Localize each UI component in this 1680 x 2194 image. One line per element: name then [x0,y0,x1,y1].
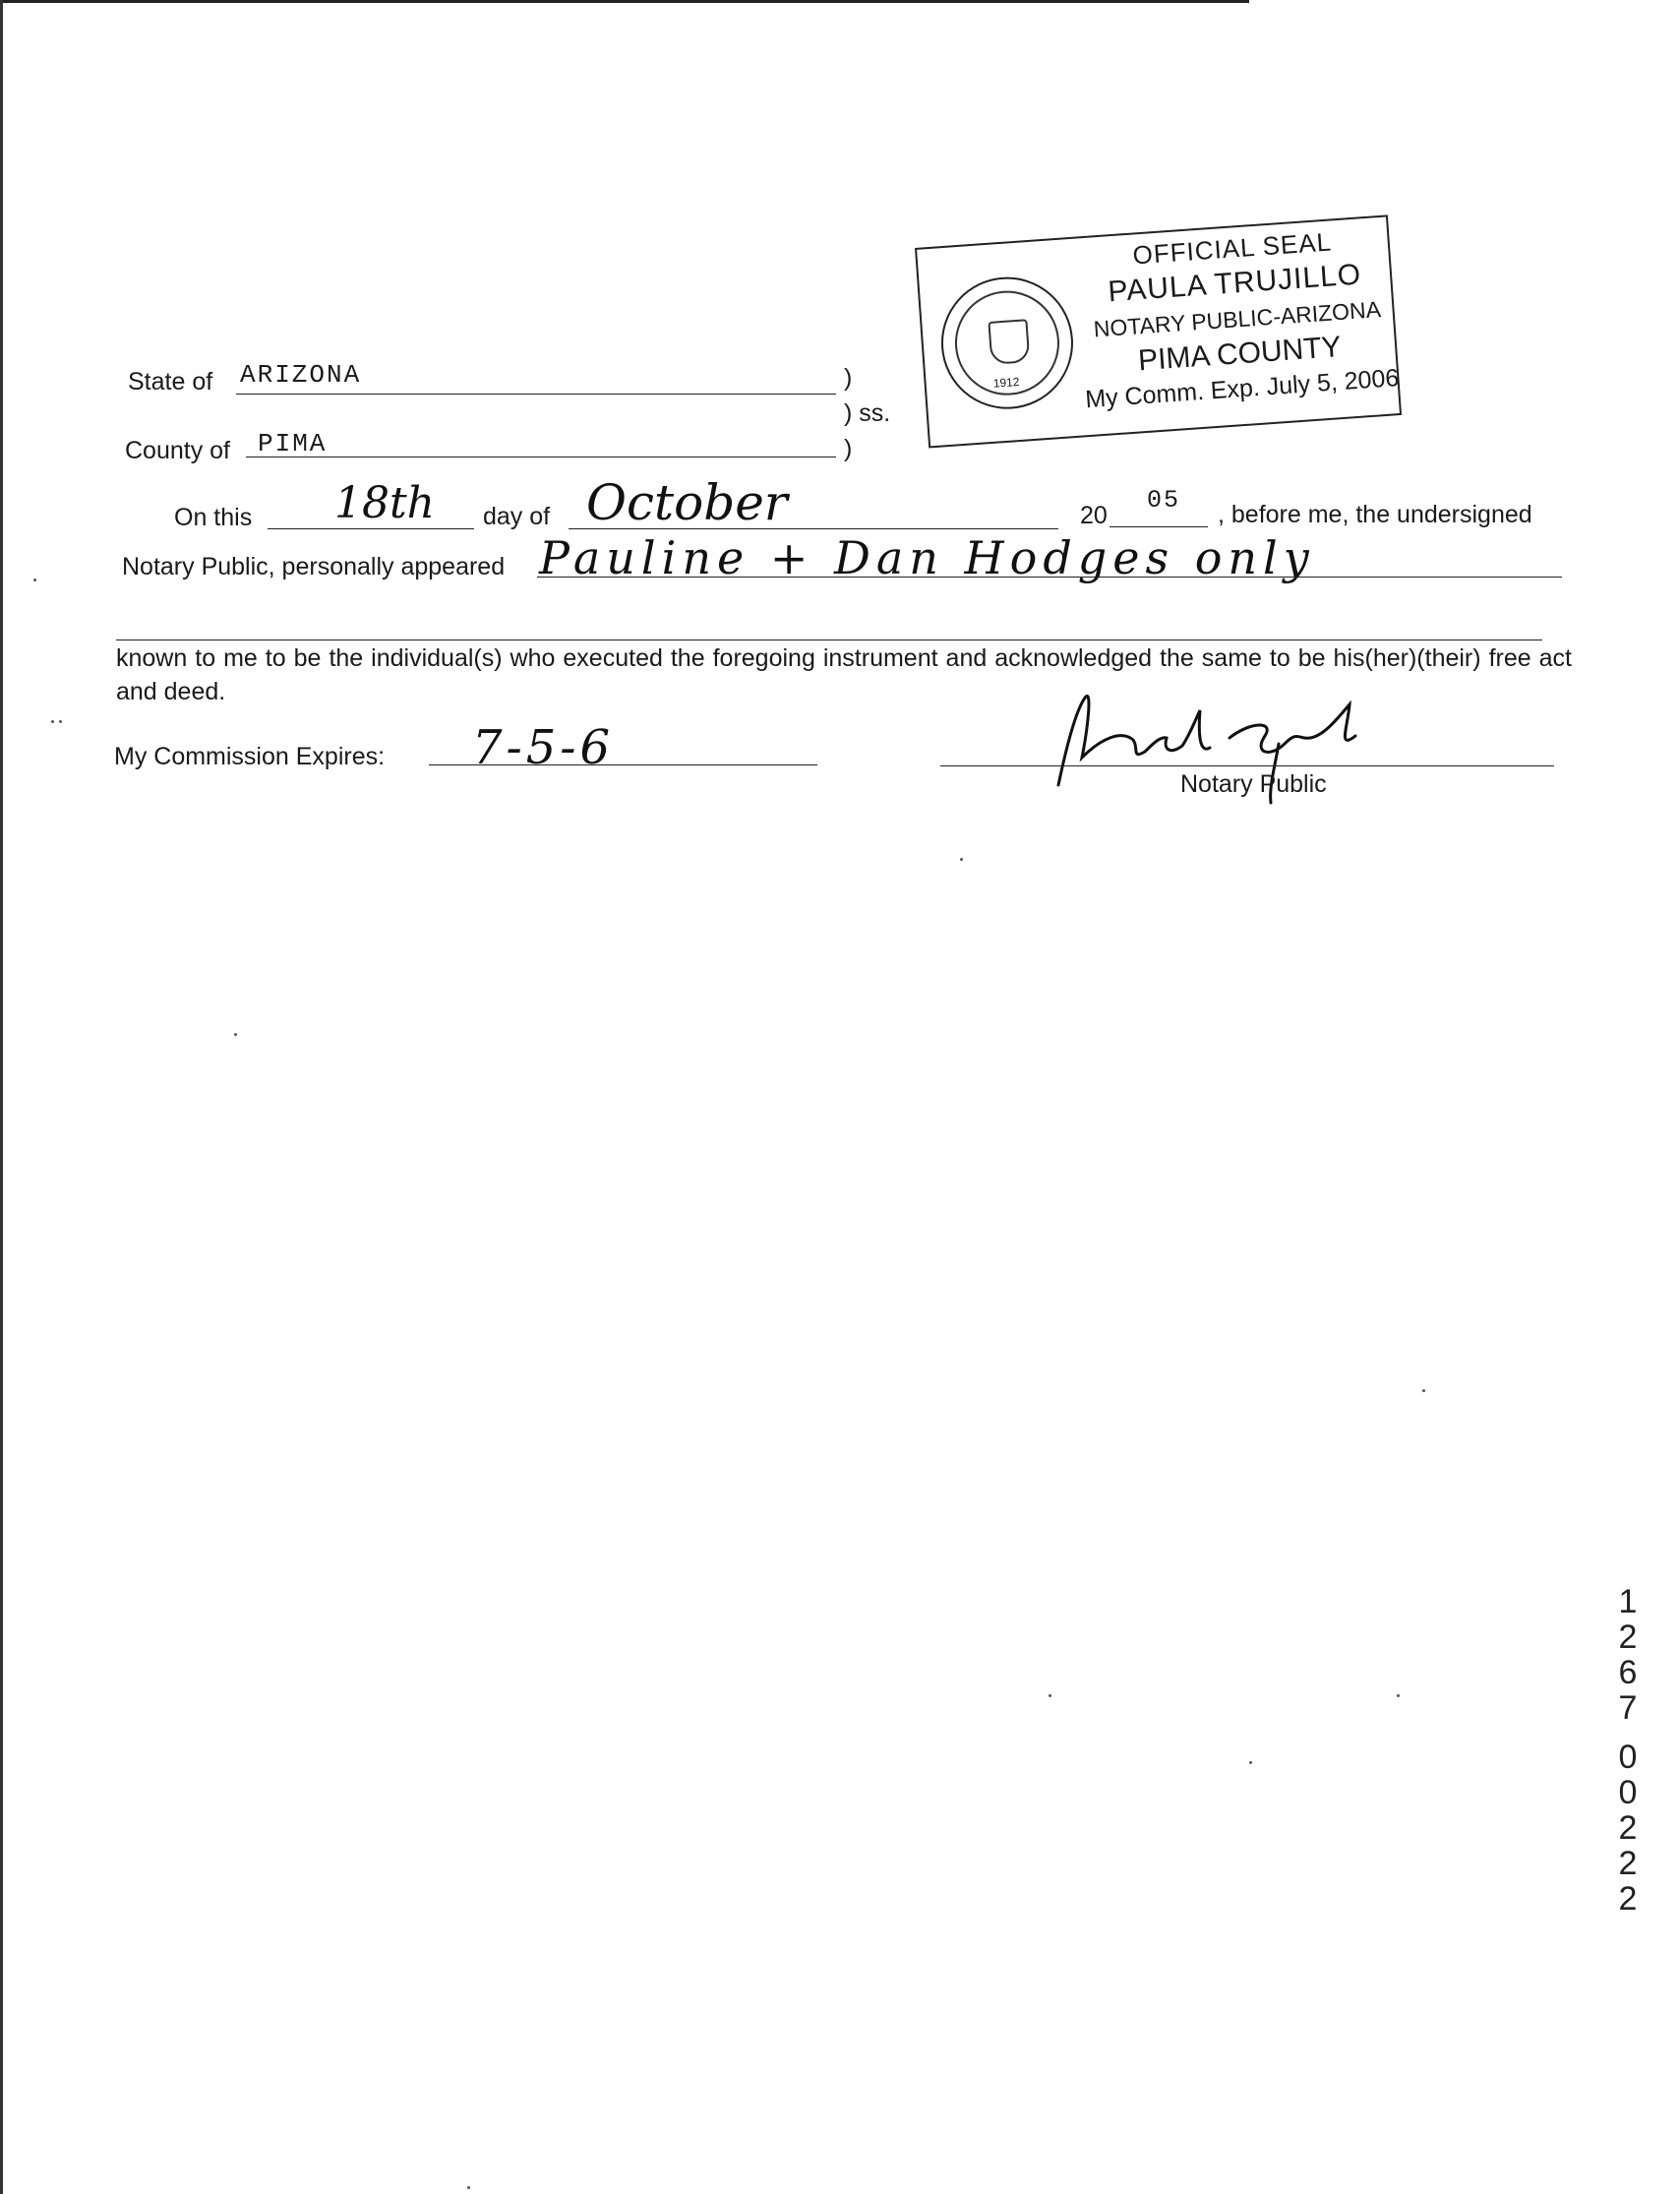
scan-speck [1422,1389,1425,1392]
scan-speck [1397,1694,1400,1697]
scan-speck [51,720,54,723]
ss-mark: ) ss. [844,399,891,427]
signature-underline [940,765,1554,766]
year-underline [1110,526,1208,527]
county-bracket: ) [844,435,853,462]
day-of-label: day of [483,503,551,530]
state-seal-icon [936,273,1077,413]
scan-speck [234,1033,237,1036]
scan-top-edge [0,0,1249,3]
scan-speck [467,2186,470,2189]
appeared-value: Pauline + Dan Hodges only [539,531,1315,584]
doc-digit: 2 [1618,1809,1638,1847]
seal-line-notary: NOTARY PUBLIC-ARIZONA [1092,296,1382,342]
scan-speck [59,720,62,723]
commission-value: 7-5-6 [472,720,615,775]
commission-label: My Commission Expires: [114,743,386,770]
commission-underline [429,764,817,765]
before-me-text: , before me, the undersigned [1218,501,1532,528]
seal-line-expiry: My Comm. Exp. July 5, 2006 [1084,364,1401,414]
doc-digit: 2 [1618,1618,1638,1656]
doc-digit: 0 [1618,1738,1638,1776]
scan-speck [1049,1694,1051,1697]
county-label: County of [125,437,231,464]
year-prefix: 20 [1080,502,1108,529]
on-this-label: On this [174,504,253,531]
document-number-stamp [1613,1584,1643,1917]
day-underline [268,528,474,529]
state-underline [236,394,836,395]
seal-line-county: PIMA COUNTY [1137,331,1343,378]
doc-digit: 7 [1618,1689,1638,1727]
doc-digit: 2 [1618,1845,1638,1882]
seal-line-name: PAULA TRUJILLO [1107,258,1363,309]
doc-digit: 6 [1618,1654,1638,1691]
month-underline [569,528,1058,529]
appeared-underline [537,577,1562,578]
doc-digit: 0 [1618,1774,1638,1811]
seal-year: 1912 [992,374,1020,391]
state-value: ARIZONA [240,360,362,390]
day-value: 18th [334,478,436,528]
month-value: October [586,474,788,531]
scan-speck [1249,1761,1252,1764]
scan-speck [33,579,36,581]
year-value: 05 [1147,486,1181,515]
shield-icon [988,319,1030,365]
seal-line-official: OFFICIAL SEAL [1131,226,1333,271]
doc-digit: 2 [1618,1880,1638,1918]
county-value: PIMA [258,429,328,458]
acknowledgment-paragraph: known to me to be the individual(s) who executed the foregoing instrument and acknowledged the same to be his(her)(their) free act and deed. [116,644,1572,705]
doc-digit: 1 [1618,1583,1638,1620]
appeared-label: Notary Public, personally appeared [122,553,506,580]
official-seal-stamp [915,214,1402,448]
notary-public-label: Notary Public [1180,770,1327,798]
scan-speck [960,858,963,861]
scan-left-edge [0,0,3,2194]
state-bracket: ) [844,364,853,392]
state-label: State of [128,368,213,396]
